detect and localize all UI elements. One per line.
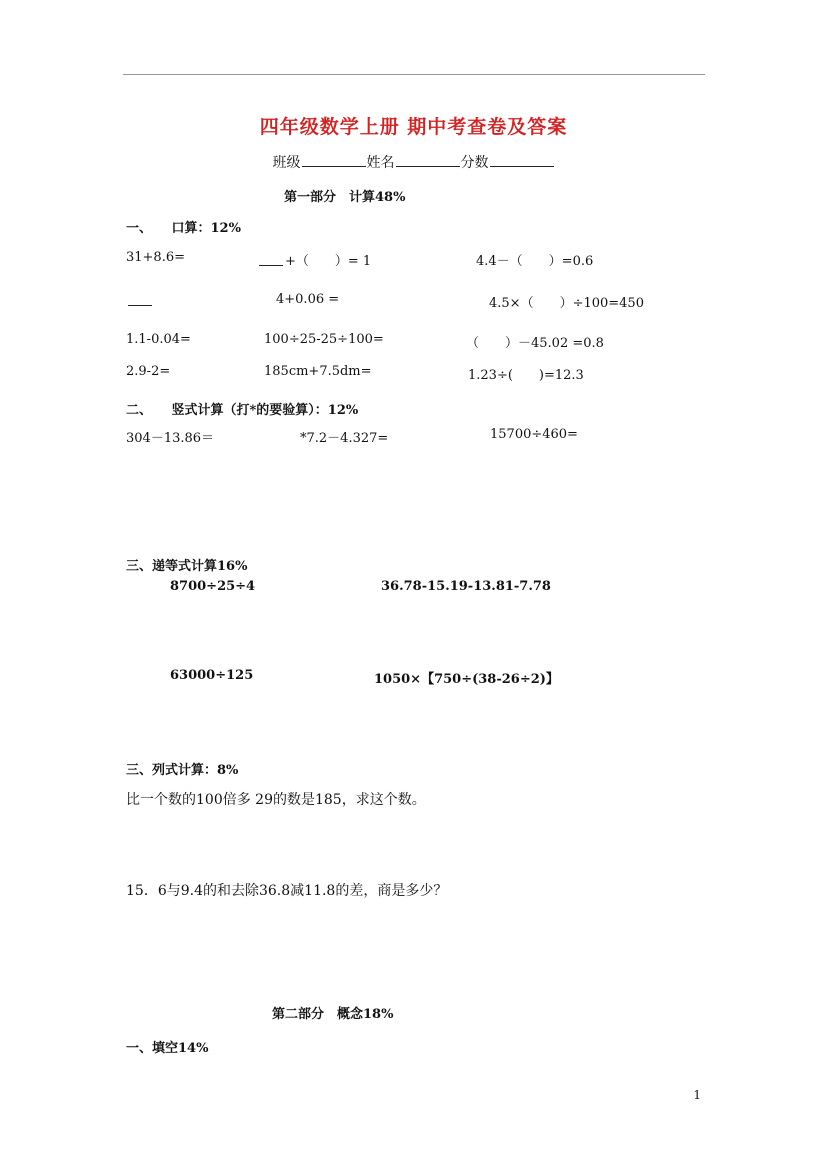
- vertical-item: 304－13.86＝: [126, 431, 215, 446]
- column-heading: 三、列式计算：8%: [126, 763, 239, 778]
- class-label: 班级: [272, 155, 301, 171]
- word-problem-2: 15．6与9.4的和去除36.8减11.8的差，商是多少？: [126, 883, 448, 899]
- part2-heading: 第二部分 概念18%: [272, 1007, 394, 1022]
- class-blank[interactable]: [302, 154, 366, 167]
- oral-heading: 一、 口算：12%: [126, 221, 241, 236]
- oral-item: 185cm+7.5dm=: [264, 364, 372, 379]
- fill-heading: 一、填空14%: [126, 1041, 209, 1056]
- oral-item: 4.5×（ ）÷100=450: [489, 296, 644, 311]
- oral-item: 4.4－（ ）=0.6: [476, 254, 594, 269]
- stepwise-item: 36.78-15.19-13.81-7.78: [381, 579, 551, 594]
- part1-heading: 第一部分 计算48%: [284, 190, 406, 205]
- page-number: 1: [693, 1088, 701, 1102]
- header-rule: [123, 74, 705, 75]
- oral-item: 1.1-0.04=: [126, 332, 191, 347]
- student-info-line: [0, 152, 827, 172]
- name-blank[interactable]: [396, 154, 460, 167]
- stepwise-item: 8700÷25÷4: [170, 579, 256, 594]
- stepwise-heading: 三、递等式计算16%: [126, 559, 248, 574]
- page-title: 四年级数学上册 期中考查卷及答案: [259, 116, 568, 138]
- vertical-heading: 二、 竖式计算（打*的要验算）：12%: [126, 403, 359, 418]
- oral-item: 4+0.06 =: [276, 292, 340, 307]
- stepwise-item: 1050×【750÷(38-26÷2)】: [374, 672, 559, 687]
- stepwise-item: 63000÷125: [170, 668, 254, 683]
- oral-item: （ ）－45.02 =0.8: [466, 336, 604, 351]
- vertical-item: 15700÷460=: [490, 427, 578, 442]
- fraction-blank: [128, 297, 152, 306]
- oral-item: 31+8.6=: [126, 250, 186, 265]
- score-label: 分数: [460, 155, 489, 171]
- vertical-item: *7.2－4.327=: [300, 431, 389, 446]
- word-problem-1: 比一个数的100倍多 29的数是185，求这个数。: [126, 792, 426, 808]
- oral-item-fraction: [128, 294, 154, 309]
- oral-item: 100÷25-25÷100=: [264, 332, 384, 347]
- name-label: 姓名: [366, 155, 395, 171]
- score-blank[interactable]: [490, 154, 554, 167]
- oral-item: 1.23÷( )=12.3: [468, 368, 584, 383]
- fraction-blank: [259, 257, 283, 266]
- oral-item-fraction: +（ ）= 1: [259, 250, 371, 269]
- oral-item: 2.9-2=: [126, 364, 171, 379]
